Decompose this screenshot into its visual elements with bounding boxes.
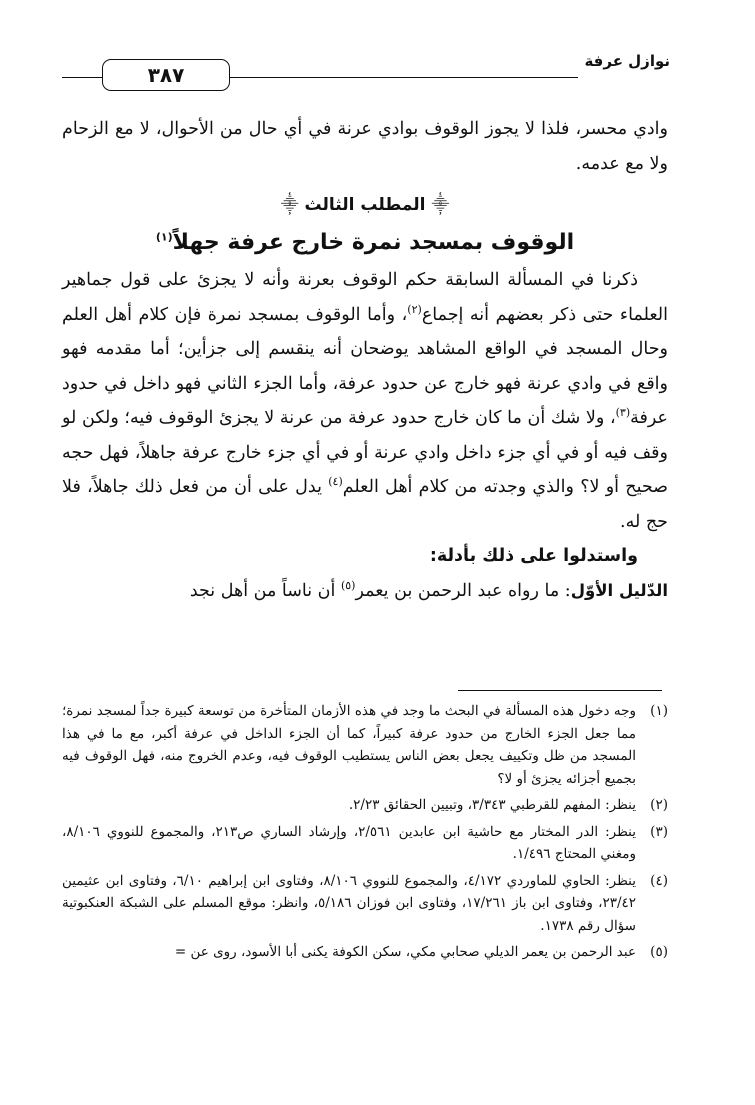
footnote <box>62 821 668 866</box>
running-title: نوازل عرفة <box>584 52 670 70</box>
paragraph-text: يدل على أن من فعل ذلك جاهلاً، فلا حج له. <box>62 477 668 532</box>
footnote-ref: (٤) <box>328 475 343 489</box>
paragraph-main <box>62 263 668 539</box>
footnote-text: ينظر: المفهم للقرطبي ٣/٣٤٣، وتبيين الحقائق ٢/٢٣. <box>348 797 636 813</box>
footnote-number: (٥) <box>650 944 668 960</box>
section-title <box>62 223 668 263</box>
footnote-number: (١) <box>650 703 668 719</box>
footnote-number: (٤) <box>650 872 668 889</box>
paragraph-text: ، وأما الوقوف بمسجد نمرة فإن كلام أهل العلم وحال المسجد في الواقع المشاهد يوضحان أنه ينقسم إلى جزأين؛ أما مقدمه فهو واقع في وادي عرنة فهو خارج عن حدود عرفة، وأما الجزء الثاني فهو داخل في حدود عرفة <box>62 304 669 428</box>
paragraph-text: ، ولا شك أن ما كان خارج حدود عرفة من عرنة لا يجزئ الوقوف فيه؛ ولكن لو وقف فيه أو في أي جزء داخل وادي عرنة أو في أي جزء خارج عرفة جاهلاً، فهل حجه صحيح أو لا؟ والذي وجدته من كلام أهل العلم <box>62 408 669 497</box>
footnote-ref: (٢) <box>407 302 422 316</box>
footnote-separator <box>458 690 662 691</box>
paragraph-text: ذكرنا في المسألة السابقة حكم الوقوف بعرنة وأنه لا يجزئ على قول جماهير العلماء حتى ذكر بعضهم أنه إجماع <box>62 270 669 325</box>
footnote-text: ينظر: الحاوي للماوردي ٤/١٧٢، والمجموع للنووي ٨/١٠٦، وفتاوى ابن إبراهيم ٦/١٠، وفتاوى ابن عثيمين ٢٣/٤٢، وفتاوى ابن باز ١٧/٢٦١، وفتاوى ابن فوزان ٥/١٨٦، وانظر: موقع المسلم على الشبكة العنكبوتية سؤال رقم ١٧٣٨. <box>62 872 637 934</box>
paragraph-text: : ما رواه عبد الرحمن بن يعمر <box>355 580 571 601</box>
footnote-ref: (١) <box>155 230 173 244</box>
ornament-icon: ⸎ <box>431 195 450 215</box>
page-number: ٣٨٧ <box>102 59 230 91</box>
footnote-text: عبد الرحمن بن يعمر الديلي صحابي مكي، سكن الكوفة يكنى أبا الأسود، روى عن = <box>174 944 636 960</box>
paragraph-text: أن ناساً من أهل نجد <box>189 580 341 601</box>
paragraph-continuation: وادي محسر، فلذا لا يجوز الوقوف بوادي عرنة في أي حال من الأحوال، لا مع الزحام ولا مع عدمه. <box>62 119 668 174</box>
footnote-number: (٣) <box>650 823 668 840</box>
page-header <box>62 52 670 92</box>
evidence-label: الدّليل الأوّل <box>570 580 668 600</box>
footnotes <box>62 700 668 968</box>
footnote-text: ينظر: الدر المختار مع حاشية ابن عابدين ٢/٥٦١، وإرشاد الساري ص٢١٣، والمجموع للنووي ٨/١٠٦، ومغني المحتاج ١/٤٩٦. <box>62 823 636 862</box>
section-heading <box>62 187 668 223</box>
section-title-text: الوقوف بمسجد نمرة خارج عرفة جهلاً <box>172 230 575 255</box>
footnote-number: (٢) <box>650 797 668 813</box>
section-heading-label: المطلب الثالث <box>304 195 426 215</box>
evidence-intro: واستدلوا على ذلك بأدلة: <box>429 546 638 566</box>
paragraph-evidence-one <box>62 574 668 609</box>
footnote <box>62 941 668 964</box>
footnote-text: وجه دخول هذه المسألة في البحث ما وجد في هذه الأزمان المتأخرة من توسعة كبيرة جداً لمسجد نمرة؛ مما جعل الجزء الخارج من حدود عرفة كبيراً، كما أن الجزء الداخل في عرفة أكبر، مع ما في هذا المسجد من ظل وتكييف يجعل بعض الناس يستطيب الوقوف فيه، وعدم الخروج منه، فهل الوقوف فيه بجميع أجزائه يجزئ أو لا؟ <box>62 703 636 787</box>
footnote <box>62 700 668 790</box>
footnote <box>62 794 668 817</box>
ornament-icon: ⸎ <box>280 195 299 215</box>
footnote-ref: (٣) <box>615 406 631 420</box>
main-text <box>62 112 668 608</box>
footnote <box>62 870 668 938</box>
footnote-ref: (٥) <box>340 578 356 592</box>
